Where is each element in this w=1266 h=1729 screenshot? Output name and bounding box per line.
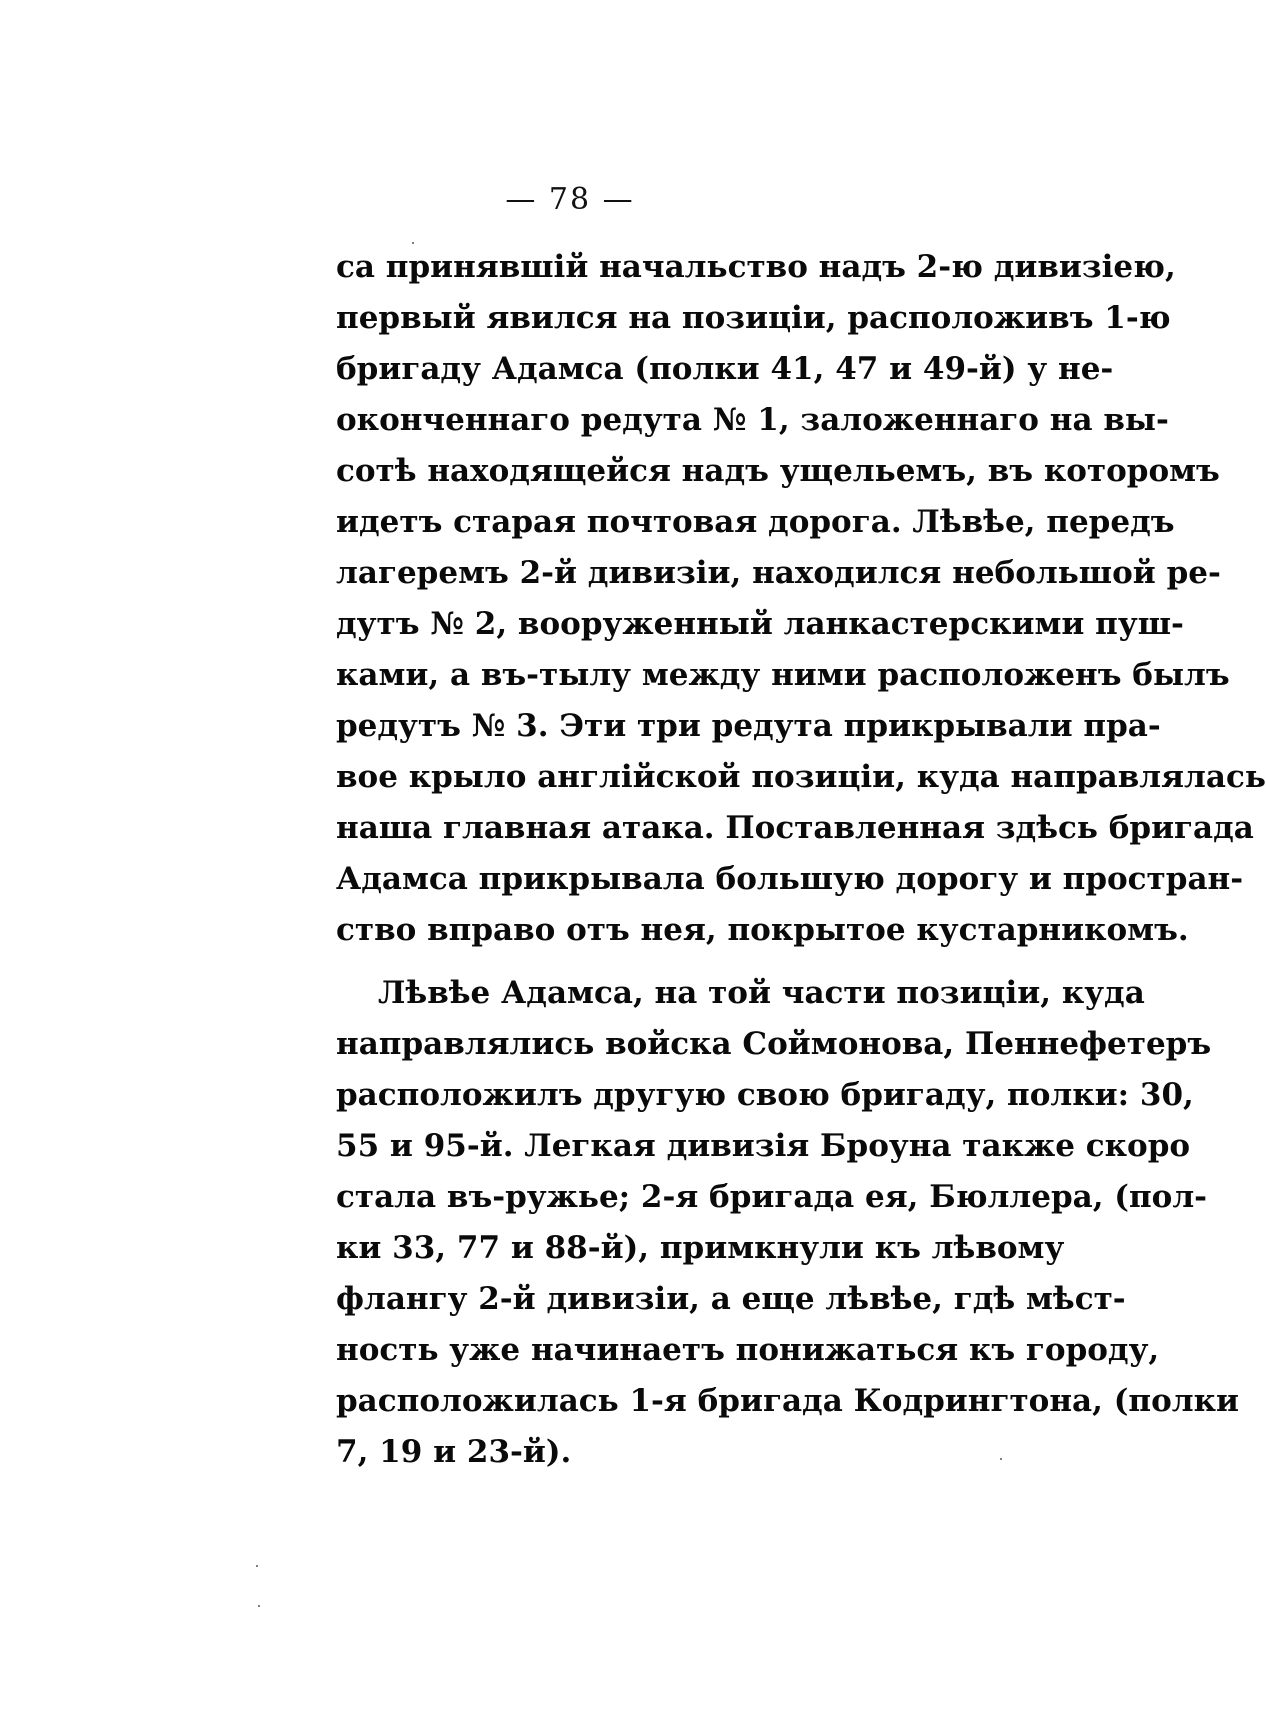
text-line: сотѣ находящейся надъ ущельемъ, въ которомъ — [336, 453, 1220, 489]
text-line: ство вправо отъ нея, покрытое кустарникомъ. — [336, 912, 1189, 948]
paragraph-2 — [336, 968, 1239, 1478]
text-line: Лѣвѣе Адамса, на той части позиціи, куда — [378, 975, 1145, 1011]
scan-speck — [1000, 1458, 1002, 1460]
text-line: расположилъ другую свою бригаду, полки: 30, — [336, 1077, 1194, 1113]
paragraph-1 — [336, 242, 1266, 956]
text-line: идетъ старая почтовая дорога. Лѣвѣе, передъ — [336, 504, 1175, 540]
text-line: оконченнаго редута № 1, заложеннаго на вы- — [336, 402, 1169, 438]
text-line: бригаду Адамса (полки 41, 47 и 49-й) у не- — [336, 351, 1114, 387]
text-line: направлялись войска Соймонова, Пеннефетеръ — [336, 1026, 1212, 1062]
text-line: расположилась 1-я бригада Кодрингтона, (полки — [336, 1383, 1239, 1419]
text-line: наша главная атака. Поставленная здѣсь бригада — [336, 810, 1254, 846]
scan-speck — [256, 1565, 258, 1567]
text-line: Адамса прикрывала большую дорогу и простран- — [336, 861, 1244, 897]
text-line: дутъ № 2, вооруженный ланкастерскими пуш- — [336, 606, 1184, 642]
text-line: вое крыло англійской позиціи, куда направлялась — [336, 759, 1266, 795]
text-line: первый явился на позиціи, расположивъ 1-ю — [336, 300, 1171, 336]
text-line: стала въ-ружье; 2-я бригада ея, Бюллера, (пол- — [336, 1179, 1208, 1215]
text-line: са принявшій начальство надъ 2-ю дивизіею, — [336, 249, 1176, 285]
text-line: 7, 19 и 23-й). — [336, 1434, 572, 1470]
scan-speck — [258, 1605, 260, 1607]
scan-speck — [412, 242, 414, 244]
text-line: редутъ № 3. Эти три редута прикрывали пра- — [336, 708, 1161, 744]
text-line: флангу 2-й дивизіи, а еще лѣвѣе, гдѣ мѣст- — [336, 1281, 1126, 1317]
page-number: — 78 — — [505, 182, 635, 217]
text-line: ность уже начинаетъ понижаться къ городу, — [336, 1332, 1160, 1368]
text-line: ки 33, 77 и 88-й), примкнули къ лѣвому — [336, 1230, 1065, 1266]
text-line: ками, а въ-тылу между ними расположенъ былъ — [336, 657, 1230, 693]
text-line: 55 и 95-й. Легкая дивизія Броуна также скоро — [336, 1128, 1191, 1164]
text-line: лагеремъ 2-й дивизіи, находился небольшой ре- — [336, 555, 1221, 591]
